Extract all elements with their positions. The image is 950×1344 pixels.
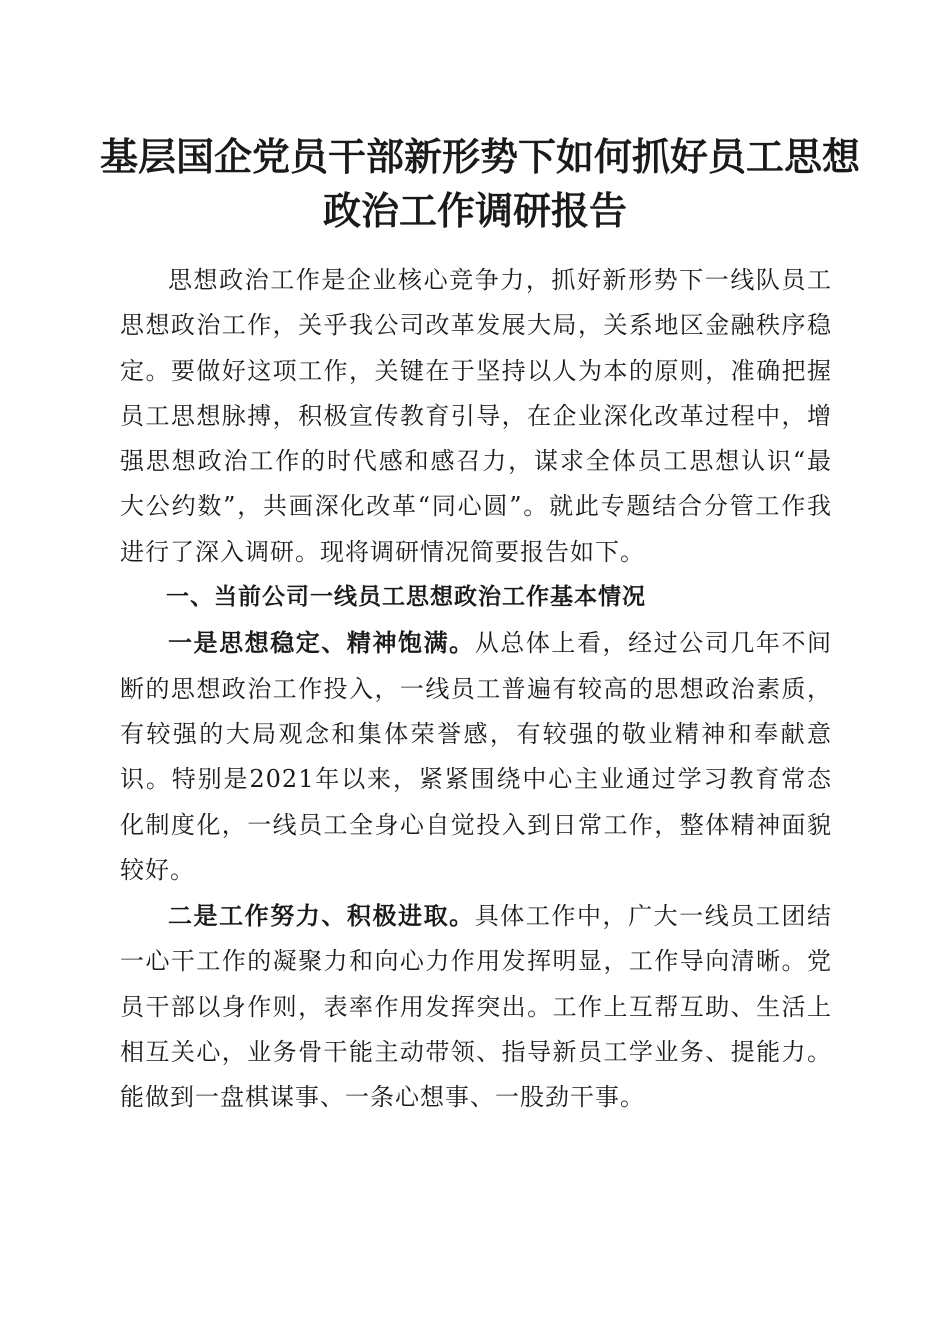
document-title-line1: 基层国企党员干部新形势下如何抓好员工思想 [100,135,861,179]
document-title-line2: 政治工作调研报告 [322,189,627,233]
point-lead-2: 二是工作努力、积极进取。 [168,901,475,931]
document-body [120,258,832,1121]
point-paragraph-2 [120,893,832,1120]
point-text-2: 具体工作中，广大一线员工团结一心干工作的凝聚力和向心力作用发挥明显，工作导向清晰。党员干部以身作则，表率作用发挥突出。工作上互帮互助、生活上相互关心，业务骨干能主动带领、指导新员工学业务、提能力。能做到一盘棋谋事、一条心想事、一股劲干事。 [120,902,833,1112]
point-text-1: 从总体上看，经过公司几年不间断的思想政治工作投入，一线员工普遍有较高的思想政治素质，有较强的大局观念和集体荣誉感，有较强的敬业精神和奉献意识。特别是2021年以来，紧紧围绕中心主业通过学习教育常态化制度化，一线员工全身心自觉投入到日常工作，整体精神面貌较好。 [120,629,833,884]
point-lead-1: 一是思想稳定、精神饱满。 [168,628,475,658]
point-paragraph-1 [120,620,832,893]
intro-paragraph: 思想政治工作是企业核心竞争力，抓好新形势下一线队员工思想政治工作，关乎我公司改革发展大局，关系地区金融秩序稳定。要做好这项工作，关键在于坚持以人为本的原则，准确把握员工思想脉搏，积极宣传教育引导，在企业深化改革过程中，增强思想政治工作的时代感和感召力，谋求全体员工思想认识“最大公约数”，共画深化改革“同心圆”。就此专题结合分管工作我进行了深入调研。现将调研情况简要报告如下。 [120,266,832,566]
section-heading-1: 一、当前公司一线员工思想政治工作基本情况 [166,584,646,611]
